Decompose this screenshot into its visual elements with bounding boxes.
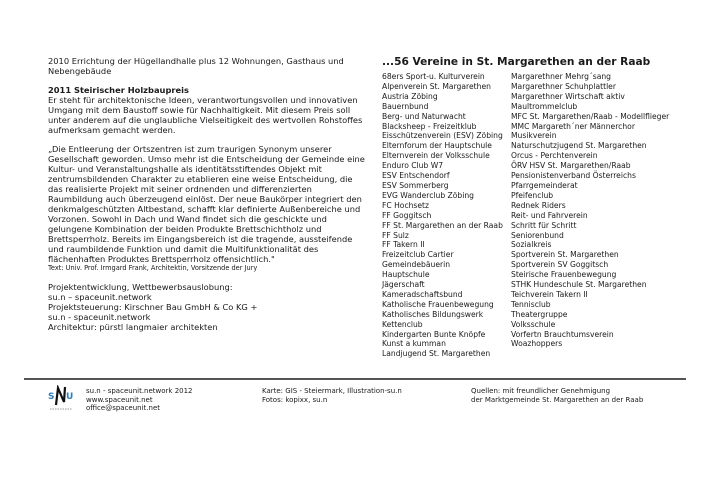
club-list-item: Kunst a kumman — [382, 339, 446, 349]
club-list-item: STHK Hundeschule St. Margarethen — [511, 280, 647, 290]
footer-website-link[interactable]: www.spaceunit.net — [86, 395, 153, 404]
club-list-item: Jägerschaft — [382, 280, 425, 290]
left-column — [48, 56, 366, 332]
footer-email-link[interactable]: office@spaceunit.net — [86, 404, 161, 413]
history-line: 2010 Errichtung der Hügellandhalle plus 12 Wohnungen, Gasthaus und Nebengebäude — [48, 56, 344, 76]
svg-text:U: U — [66, 392, 74, 402]
credit-line: su.n - spaceunit.network — [48, 312, 151, 322]
credit-line: Projektsteuerung: Kirschner Bau GmbH & Co KG + — [48, 302, 258, 312]
spaceunit-logo-icon — [47, 385, 75, 411]
club-list-item: Naturschutzjugend St. Margarethen — [511, 141, 647, 151]
club-list-item: FF Takern II — [382, 240, 425, 250]
club-list-item: Margarethner Schuhplattler — [511, 81, 616, 91]
footer-divider — [24, 378, 686, 380]
club-list-item: FF Sulz — [382, 230, 409, 240]
club-list-item: Theatergruppe — [511, 309, 568, 319]
club-list-item: Landjugend St. Margarethen — [382, 349, 491, 359]
footer-map-credit: Karte: GIS - Steiermark, Illustration-su.n — [262, 387, 402, 395]
club-list-item: Woazhoppers — [511, 339, 563, 349]
club-list-item: ESV Sommerberg — [382, 180, 449, 190]
club-list-column-a — [382, 72, 511, 359]
club-list-item: Enduro Club W7 — [382, 161, 444, 171]
club-list-item: Katholisches Bildungswerk — [382, 309, 484, 319]
club-list-item: Pensionistenverband Österreichs — [511, 171, 636, 181]
club-list-item: Katholische Frauenbewegung — [382, 299, 494, 309]
club-list-item: Rednek Riders — [511, 200, 566, 210]
footer-sources-line: Quellen: mit freundlicher Genehmigung — [471, 387, 611, 395]
club-list-item: Margarethner Wirtschaft aktiv — [511, 91, 625, 101]
club-list-item: Gemeindebäuerin — [382, 260, 451, 270]
club-list-column-b — [511, 72, 669, 359]
club-list-item: Eisschützenverein (ESV) Zöbing — [382, 131, 503, 141]
club-list-item: Freizeitclub Cartier — [382, 250, 454, 260]
club-list-item: Orcus - Perchtenverein — [511, 151, 598, 161]
club-list-item: Pfeifenclub — [511, 190, 554, 200]
club-list-item: Austria Zöbing — [382, 91, 438, 101]
club-list-item: Reit- und Fahrverein — [511, 210, 588, 220]
credit-line: Architektur: pürstl langmaier architekten — [48, 322, 218, 332]
quote-credit: Text: Univ. Prof. Irmgard Frank, Architektin, Vorsitzende der Jury — [48, 264, 258, 272]
club-list-item: Bauernbund — [382, 101, 429, 111]
club-list-item: Volksschule — [511, 319, 556, 329]
club-list-item: FF Goggitsch — [382, 210, 432, 220]
footer-contact — [86, 387, 193, 413]
spacer — [48, 273, 366, 282]
footer-image-credits — [262, 387, 402, 404]
club-list-item: ÖRV HSV St. Margarethen/Raab — [511, 161, 631, 171]
club-list-item: Sozialkreis — [511, 240, 552, 250]
club-list-item: Sportverein St. Margarethen — [511, 250, 619, 260]
club-list-item: Teichverein Takern II — [511, 289, 588, 299]
footer-sources — [471, 387, 643, 404]
spacer — [48, 135, 366, 144]
clubs-title: ...56 Vereine in St. Margarethen an der Raab — [382, 56, 651, 68]
club-list-item: Elternforum der Hauptschule — [382, 141, 492, 151]
club-list-item: FF St. Margarethen an der Raab — [382, 220, 503, 230]
club-lists — [382, 72, 692, 359]
club-list-item: Maultrommelclub — [511, 101, 578, 111]
club-list-item: Kameradschaftsbund — [382, 289, 463, 299]
club-list-item: Steirische Frauenbewegung — [511, 270, 617, 280]
club-list-item: Kettenclub — [382, 319, 423, 329]
club-list-item: Hauptschule — [382, 270, 430, 280]
club-list-item: Musikverein — [511, 131, 557, 141]
club-list-item: Berg- und Naturwacht — [382, 111, 466, 121]
clubs-section — [382, 56, 692, 359]
award-text: Er steht für architektonische Ideen, verantwortungsvollen und innovativen Umgang mit dem Baustoff sowie für Nachhaltigkeit. Mit diesem Preis soll unter anderem auf die unglaubliche Vielseitigkeit des wertvollen Rohstoffes aufmerksam gemacht werden. — [48, 95, 363, 135]
spaceunit-logo — [47, 385, 75, 411]
footer-sources-line: der Marktgemeinde St. Margarethen an der Raab — [471, 395, 644, 404]
club-list-item: Vorfertn Brauchtumsverein — [511, 329, 614, 339]
spacer — [48, 76, 366, 85]
club-list-item: Pfarrgemeinderat — [511, 180, 578, 190]
club-list-item: MFC St. Margarethen/Raab - Modellflieger — [511, 111, 670, 121]
club-list-item: Alpenverein St. Margarethen — [382, 81, 491, 91]
award-title: 2011 Steirischer Holzbaupreis — [48, 85, 189, 95]
club-list-item: Seniorenbund — [511, 230, 564, 240]
club-list-item: MMC Margareth´ner Männerchor — [511, 121, 635, 131]
club-list-item: Kindergarten Bunte Knöpfe — [382, 329, 486, 339]
club-list-item: Tennisclub — [511, 299, 551, 309]
club-list-item: Sportverein SV Goggitsch — [511, 260, 609, 270]
club-list-item: ESV Entschendorf — [382, 171, 450, 181]
club-list-item: 68ers Sport-u. Kulturverein — [382, 72, 485, 81]
club-list-item: EVG Wanderclub Zöbing — [382, 190, 474, 200]
club-list-item: Blacksheep - Freizeitklub — [382, 121, 477, 131]
club-list-item: Elternverein der Volksschule — [382, 151, 490, 161]
svg-text:S: S — [48, 392, 55, 402]
club-list-item: Margarethner Mehrg´sang — [511, 72, 611, 81]
footer-company: su.n - spaceunit.network 2012 — [86, 387, 193, 395]
jury-quote: „Die Entleerung der Ortszentren ist zum traurigen Synonym unserer Gesellschaft geworden. Umso mehr ist die Entscheidung der Gemeinde eine Kultur- und Veranstaltungshalle als identitätsstiftendes Objekt mit zentrumsbildenden Charakter zu etablieren eine weise Entscheidung, die das realisierte Projekt mit seiner ordnenden und differenzierten Raumbildung auch überzeugend einlöst. Der neue Baukörper integriert den denkmalgeschützten Altbestand, schafft klar definierte Außenbereiche und Vorzonen. Sowohl in Dach und Wand findet sich die geschickte und gelungene Kombination der beiden Produkte Brettschichtholz und Brettsperrholz. Bereits im Eingangsbereich ist die tragende, aussteifende und raumbildende Funktion und damit die Multifunktionalität des flächenhaften Produktes Brettsperrholz offensichtlich." — [48, 144, 365, 264]
credit-line: su.n – spaceunit.network — [48, 292, 152, 302]
footer-photo-credit: Fotos: kopixx, su.n — [262, 395, 328, 404]
club-list-item: Schritt für Schritt — [511, 220, 577, 230]
club-list-item: FC Hochsetz — [382, 200, 430, 210]
credit-line: Projektentwicklung, Wettbewerbsauslobung: — [48, 282, 233, 292]
